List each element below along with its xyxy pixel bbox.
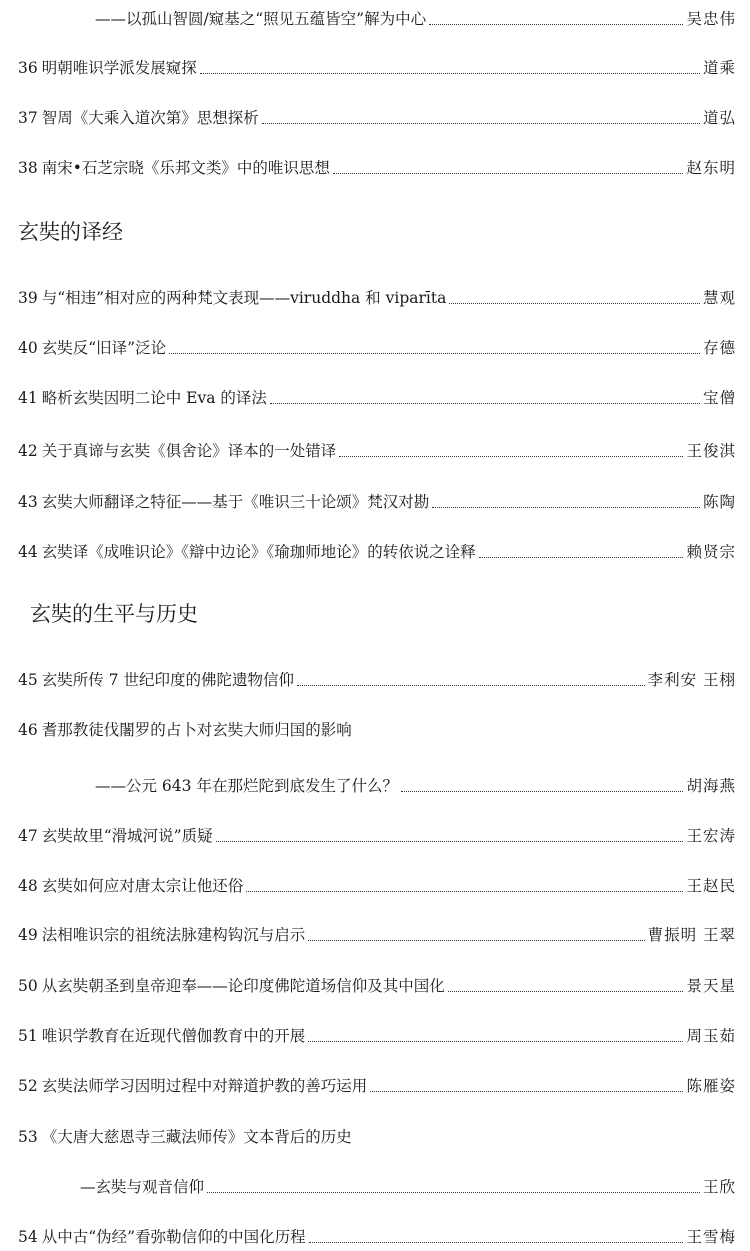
toc-entry <box>18 281 736 309</box>
toc-number: 43 <box>18 493 38 511</box>
toc-number: 53 <box>18 1128 38 1146</box>
dot-leader <box>449 303 700 304</box>
toc-entry <box>18 663 736 691</box>
toc-author: 王赵民 <box>686 877 736 895</box>
toc-title: 从玄奘朝圣到皇帝迎奉——论印度佛陀道场信仰及其中国化 <box>41 977 445 995</box>
dot-leader <box>479 557 684 558</box>
toc-title: 智周《大乘入道次第》思想探析 <box>41 109 259 127</box>
toc-title: 从中古“伪经”看弥勒信仰的中国化历程 <box>41 1228 306 1246</box>
dot-leader <box>448 991 684 992</box>
toc-number: 49 <box>18 926 38 944</box>
toc-entry <box>18 869 736 897</box>
toc-title: 玄奘法师学习因明过程中对辩道护教的善巧运用 <box>41 1077 368 1095</box>
toc-title: 耆那教徒伐闍罗的占卜对玄奘大师归国的影响 <box>41 721 352 739</box>
toc-title: 关于真谛与玄奘《俱舍论》译本的一处错译 <box>41 442 337 460</box>
toc-number: 37 <box>18 109 38 127</box>
toc-title: 略析玄奘因明二论中 Eva 的译法 <box>41 389 267 407</box>
toc-author: 道乘 <box>702 59 736 77</box>
toc-entry <box>18 1019 736 1047</box>
dot-leader <box>216 841 684 842</box>
toc-entry <box>18 381 736 409</box>
toc-entry <box>18 434 736 462</box>
toc-author: 景天星 <box>686 977 736 995</box>
toc-title: ——公元 643 年在那烂陀到底发生了什么？ <box>95 777 398 795</box>
toc-title: 玄奘如何应对唐太宗让他还俗 <box>41 877 244 895</box>
toc-number: 42 <box>18 442 38 460</box>
toc-title: 玄奘所传 7 世纪印度的佛陀遗物信仰 <box>41 671 294 689</box>
toc-number: 38 <box>18 159 38 177</box>
toc-title: 明朝唯识学派发展窥探 <box>41 59 197 77</box>
toc-author: 王欣 <box>702 1178 736 1196</box>
dot-leader <box>339 456 683 457</box>
toc-title: —玄奘与观音信仰 <box>80 1178 205 1196</box>
toc-author: 周玉茹 <box>686 1027 736 1045</box>
dot-leader <box>270 403 700 404</box>
toc-title: 《大唐大慈恩寺三藏法师传》文本背后的历史 <box>41 1128 352 1146</box>
toc-number: 40 <box>18 339 38 357</box>
section-heading: 玄奘的生平与历史 <box>30 602 198 626</box>
toc-number: 50 <box>18 977 38 995</box>
toc-entry <box>18 918 736 946</box>
toc-author: 曹振明 王翠 <box>647 926 736 944</box>
toc-author: 存德 <box>702 339 736 357</box>
dot-leader <box>169 353 700 354</box>
dot-leader <box>309 1242 684 1243</box>
toc-number: 54 <box>18 1228 38 1246</box>
toc-number: 51 <box>18 1027 38 1045</box>
dot-leader <box>370 1091 683 1092</box>
toc-title: ——以孤山智圆/窥基之“照见五蕴皆空”解为中心 <box>95 10 427 28</box>
toc-entry <box>18 535 736 563</box>
toc-entry <box>18 969 736 997</box>
dot-leader <box>262 123 700 124</box>
toc-author: 道弘 <box>702 109 736 127</box>
toc-author: 赵东明 <box>686 159 736 177</box>
toc-number: 47 <box>18 827 38 845</box>
toc-entry <box>18 101 736 129</box>
toc-title: 玄奘译《成唯识论》《辯中边论》《瑜珈师地论》的转依说之诠释 <box>41 543 476 561</box>
dot-leader <box>246 891 683 892</box>
toc-author: 陈陶 <box>702 493 736 511</box>
toc-number: 46 <box>18 721 38 739</box>
toc-number: 41 <box>18 389 38 407</box>
section-heading: 玄奘的译经 <box>18 220 123 244</box>
dot-leader <box>333 173 684 174</box>
dot-leader <box>432 507 700 508</box>
toc-entry <box>95 2 736 30</box>
toc-title: 南宋•石芝宗晓《乐邦文类》中的唯识思想 <box>41 159 330 177</box>
toc-author: 赖贤宗 <box>686 543 736 561</box>
toc-author: 吴忠伟 <box>686 10 736 28</box>
toc-number: 39 <box>18 289 38 307</box>
toc-author: 李利安 王栩 <box>647 671 736 689</box>
dot-leader <box>200 73 700 74</box>
toc-title: 法相唯识宗的祖统法脉建构钩沉与启示 <box>41 926 306 944</box>
toc-title: 唯识学教育在近现代僧伽教育中的开展 <box>41 1027 306 1045</box>
toc-author: 王宏涛 <box>686 827 736 845</box>
toc-entry <box>80 1170 736 1198</box>
dot-leader <box>308 940 644 941</box>
toc-number: 44 <box>18 543 38 561</box>
toc-entry <box>18 1220 736 1248</box>
toc-author: 慧观 <box>702 289 736 307</box>
dot-leader <box>429 24 683 25</box>
toc-number: 36 <box>18 59 38 77</box>
dot-leader <box>401 791 684 792</box>
toc-entry <box>18 151 736 179</box>
toc-author: 胡海燕 <box>686 777 736 795</box>
toc-number: 48 <box>18 877 38 895</box>
dot-leader <box>308 1041 683 1042</box>
toc-entry <box>18 1069 736 1097</box>
toc-title: 玄奘故里“滑城河说”质疑 <box>41 827 213 845</box>
dot-leader <box>297 685 645 686</box>
toc-author: 陈雁姿 <box>686 1077 736 1095</box>
toc-number: 52 <box>18 1077 38 1095</box>
toc-title: 玄奘反“旧译”泛论 <box>41 339 167 357</box>
toc-title: 玄奘大师翻译之特征——基于《唯识三十论颂》梵汉对勘 <box>41 493 430 511</box>
toc-entry <box>18 51 736 79</box>
toc-entry <box>18 485 736 513</box>
toc-entry <box>18 713 736 741</box>
toc-entry <box>18 331 736 359</box>
toc-author: 王雪梅 <box>686 1228 736 1246</box>
toc-author: 王俊淇 <box>686 442 736 460</box>
toc-author: 宝僧 <box>702 389 736 407</box>
toc-entry <box>95 769 736 797</box>
toc-entry <box>18 1120 736 1148</box>
dot-leader <box>207 1192 700 1193</box>
toc-title: 与“相违”相对应的两种梵文表现——viruddha 和 viparīta <box>41 289 447 307</box>
toc-entry <box>18 819 736 847</box>
toc-number: 45 <box>18 671 38 689</box>
